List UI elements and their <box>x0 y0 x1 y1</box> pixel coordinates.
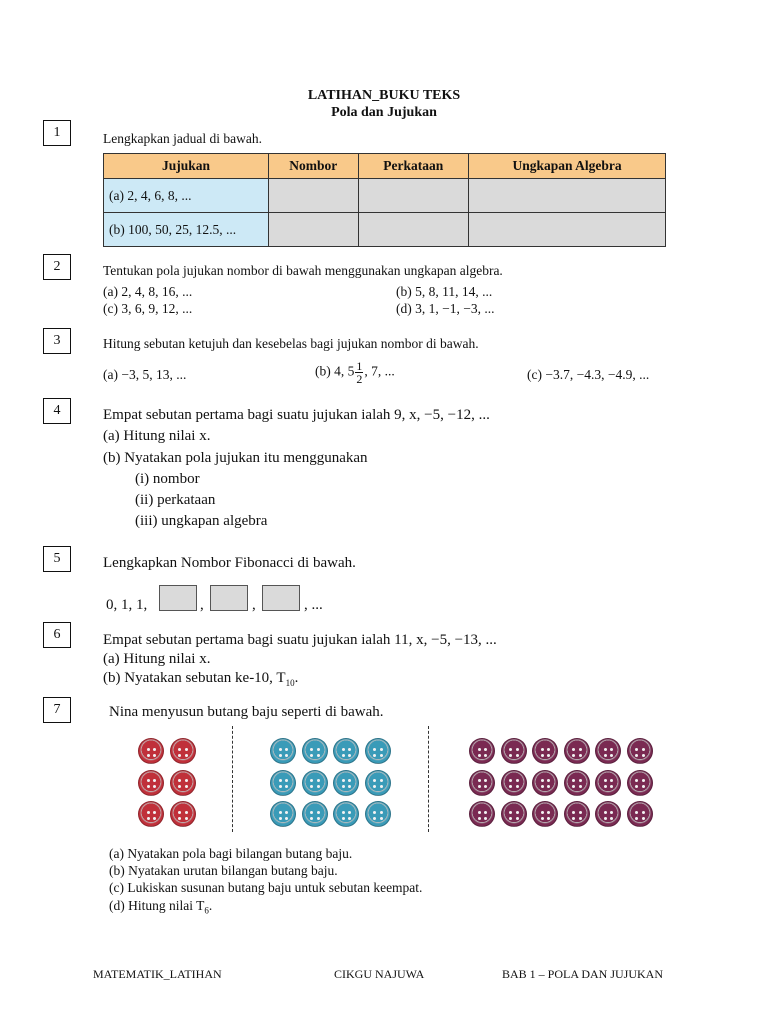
button-hole <box>147 811 150 814</box>
button-hole <box>635 785 638 788</box>
button-hole <box>541 754 544 757</box>
button-hole <box>547 754 550 757</box>
button-hole <box>342 811 345 814</box>
header-perkataan: Perkataan <box>358 154 469 179</box>
shirt-button-icon <box>170 770 196 796</box>
button-hole <box>604 779 607 782</box>
q4-part-b-i: (i) nombor <box>135 471 200 487</box>
button-hole <box>317 785 320 788</box>
header-nombor: Nombor <box>269 154 359 179</box>
button-hole <box>541 779 544 782</box>
q7-text: Nina menyusun butang baju seperti di bawah. <box>109 704 384 720</box>
shirt-button-icon <box>170 801 196 827</box>
button-hole <box>147 817 150 820</box>
button-hole <box>642 748 645 751</box>
button-hole <box>484 748 487 751</box>
button-hole <box>635 754 638 757</box>
table-row <box>104 213 666 247</box>
q4-part-a: (a) Hitung nilai x. <box>103 428 211 444</box>
button-hole <box>541 811 544 814</box>
q6-part-a: (a) Hitung nilai x. <box>103 651 211 667</box>
button-hole <box>317 754 320 757</box>
button-hole <box>547 779 550 782</box>
button-hole <box>478 779 481 782</box>
button-hole <box>279 779 282 782</box>
period: . <box>208 898 213 913</box>
button-hole <box>509 779 512 782</box>
button-hole <box>579 811 582 814</box>
button-hole <box>604 817 607 820</box>
button-hole <box>478 811 481 814</box>
header-jujukan: Jujukan <box>104 154 269 179</box>
shirt-button-icon <box>469 738 495 764</box>
question-number-1: 1 <box>43 120 71 146</box>
button-hole <box>285 779 288 782</box>
button-hole <box>642 817 645 820</box>
button-hole <box>178 817 181 820</box>
button-hole <box>185 817 188 820</box>
shirt-button-icon <box>138 801 164 827</box>
shirt-button-icon <box>564 770 590 796</box>
shirt-button-icon <box>270 770 296 796</box>
button-hole <box>516 748 519 751</box>
question-number-6: 6 <box>43 622 71 648</box>
button-hole <box>185 748 188 751</box>
button-hole <box>509 785 512 788</box>
page-subtitle: Pola dan Jujukan <box>331 105 437 120</box>
dashed-divider <box>428 726 429 832</box>
shirt-button-icon <box>501 770 527 796</box>
button-hole <box>348 811 351 814</box>
fraction-denominator: 2 <box>356 372 363 386</box>
button-hole <box>642 785 645 788</box>
shirt-button-icon <box>627 801 653 827</box>
button-hole <box>541 785 544 788</box>
button-hole <box>610 817 613 820</box>
button-hole <box>610 811 613 814</box>
footer-subject: MATEMATIK_LATIHAN <box>93 967 222 981</box>
q6-text: Empat sebutan pertama bagi suatu jujukan ialah 11, x, −5, −13, ... <box>103 632 497 648</box>
shirt-button-icon <box>138 738 164 764</box>
button-hole <box>516 811 519 814</box>
button-hole <box>317 811 320 814</box>
button-hole <box>516 779 519 782</box>
q3-text: Hitung sebutan ketujuh dan kesebelas bagi jujukan nombor di bawah. <box>103 336 479 351</box>
button-hole <box>478 754 481 757</box>
button-hole <box>310 748 313 751</box>
button-hole <box>380 785 383 788</box>
button-hole <box>604 811 607 814</box>
button-hole <box>147 748 150 751</box>
button-hole <box>380 754 383 757</box>
button-hole <box>279 785 282 788</box>
question-number-7: 7 <box>43 697 71 723</box>
button-hole <box>635 817 638 820</box>
button-hole <box>484 817 487 820</box>
button-hole <box>642 779 645 782</box>
button-hole <box>547 811 550 814</box>
q2-part-a: (a) 2, 4, 8, 16, ... <box>103 284 193 299</box>
button-hole <box>484 811 487 814</box>
comma: , <box>200 597 204 613</box>
shirt-button-icon <box>270 738 296 764</box>
q3-part-b-end: , 7, ... <box>364 363 395 379</box>
comma: , <box>252 597 256 613</box>
button-hole <box>348 817 351 820</box>
button-hole <box>317 779 320 782</box>
button-hole <box>285 785 288 788</box>
button-hole <box>642 754 645 757</box>
button-hole <box>541 817 544 820</box>
q2-part-d: (d) 3, 1, −1, −3, ... <box>396 301 495 316</box>
button-hole <box>153 754 156 757</box>
button-hole <box>373 811 376 814</box>
button-hole <box>279 811 282 814</box>
button-hole <box>178 779 181 782</box>
button-hole <box>285 754 288 757</box>
button-hole <box>610 779 613 782</box>
q3-part-a: (a) −3, 5, 13, ... <box>103 367 187 382</box>
table-header-row <box>104 154 666 179</box>
fraction-numerator: 1 <box>356 359 363 373</box>
button-hole <box>604 785 607 788</box>
button-hole <box>147 785 150 788</box>
button-hole <box>317 748 320 751</box>
button-hole <box>285 748 288 751</box>
button-hole <box>380 811 383 814</box>
q4-part-b: (b) Nyatakan pola jujukan itu menggunakan <box>103 450 368 466</box>
sequence-ellipsis: , ... <box>304 597 323 613</box>
button-hole <box>642 811 645 814</box>
question-number-3: 3 <box>43 328 71 354</box>
button-hole <box>572 811 575 814</box>
button-hole <box>348 779 351 782</box>
button-hole <box>610 785 613 788</box>
shirt-button-icon <box>532 770 558 796</box>
footer-teacher: CIKGU NAJUWA <box>334 967 425 981</box>
shirt-button-icon <box>564 738 590 764</box>
button-hole <box>153 811 156 814</box>
shirt-button-icon <box>365 770 391 796</box>
button-hole <box>604 748 607 751</box>
button-hole <box>547 785 550 788</box>
shirt-button-icon <box>501 801 527 827</box>
button-hole <box>516 754 519 757</box>
button-hole <box>610 748 613 751</box>
button-hole <box>178 785 181 788</box>
q1-table <box>103 153 666 247</box>
q3-part-c: (c) −3.7, −4.3, −4.9, ... <box>527 367 650 382</box>
q2-text: Tentukan pola jujukan nombor di bawah menggunakan ungkapan algebra. <box>103 263 503 278</box>
shirt-button-icon <box>333 770 359 796</box>
button-hole <box>635 748 638 751</box>
button-hole <box>185 785 188 788</box>
button-hole <box>484 779 487 782</box>
shirt-button-icon <box>532 738 558 764</box>
q2-part-b: (b) 5, 8, 11, 14, ... <box>396 284 493 299</box>
button-hole <box>185 779 188 782</box>
table-cell-blank[interactable] <box>469 179 666 213</box>
shirt-button-icon <box>501 738 527 764</box>
q7-part-d-text: (d) Hitung nilai T <box>109 898 205 913</box>
button-hole <box>509 817 512 820</box>
q4-part-b-ii: (ii) perkataan <box>135 492 216 508</box>
page-title: LATIHAN_BUKU TEKS <box>307 88 461 103</box>
button-hole <box>478 748 481 751</box>
table-cell-blank[interactable] <box>469 213 666 247</box>
button-hole <box>572 785 575 788</box>
button-hole <box>279 754 282 757</box>
header-ungkapan-algebra: Ungkapan Algebra <box>469 154 666 179</box>
button-hole <box>310 817 313 820</box>
table-cell-sequence: (a) 2, 4, 6, 8, ... <box>104 179 269 213</box>
button-hole <box>310 811 313 814</box>
button-hole <box>478 817 481 820</box>
button-hole <box>541 748 544 751</box>
shirt-button-icon <box>302 738 328 764</box>
period: . <box>294 670 299 686</box>
q4-part-b-iii: (iii) ungkapan algebra <box>135 513 268 529</box>
button-hole <box>373 817 376 820</box>
button-hole <box>509 748 512 751</box>
table-cell-blank[interactable] <box>358 179 469 213</box>
button-hole <box>279 817 282 820</box>
table-cell-blank[interactable] <box>269 179 359 213</box>
button-hole <box>380 817 383 820</box>
q7-part-a: (a) Nyatakan pola bagi bilangan butang baju. <box>109 846 353 861</box>
shirt-button-icon <box>333 738 359 764</box>
shirt-button-icon <box>302 770 328 796</box>
button-hole <box>147 754 150 757</box>
button-hole <box>178 811 181 814</box>
button-hole <box>516 785 519 788</box>
button-hole <box>285 811 288 814</box>
table-cell-blank[interactable] <box>269 213 359 247</box>
shirt-button-icon <box>333 801 359 827</box>
button-hole <box>509 754 512 757</box>
q7-part-b: (b) Nyatakan urutan bilangan butang baju. <box>109 863 338 878</box>
button-hole <box>178 748 181 751</box>
q5-text: Lengkapkan Nombor Fibonacci di bawah. <box>103 555 356 571</box>
button-hole <box>579 748 582 751</box>
shirt-button-icon <box>564 801 590 827</box>
q1-text: Lengkapkan jadual di bawah. <box>103 131 262 146</box>
button-hole <box>310 779 313 782</box>
button-hole <box>285 817 288 820</box>
button-hole <box>380 748 383 751</box>
q3-part-b <box>315 360 395 385</box>
subscript: 6 <box>204 905 209 916</box>
button-hole <box>348 785 351 788</box>
button-hole <box>153 817 156 820</box>
button-hole <box>572 817 575 820</box>
button-hole <box>373 748 376 751</box>
button-hole <box>373 779 376 782</box>
button-hole <box>478 785 481 788</box>
q2-part-c: (c) 3, 6, 9, 12, ... <box>103 301 193 316</box>
shirt-button-icon <box>365 738 391 764</box>
q7-part-d <box>109 898 212 916</box>
shirt-button-icon <box>270 801 296 827</box>
shirt-button-icon <box>469 770 495 796</box>
button-hole <box>380 779 383 782</box>
footer-chapter: BAB 1 – POLA DAN JUJUKAN <box>502 967 664 981</box>
fibonacci-blank-3[interactable] <box>262 585 300 611</box>
button-hole <box>516 817 519 820</box>
button-hole <box>579 754 582 757</box>
question-number-4: 4 <box>43 398 71 424</box>
fraction <box>355 360 363 385</box>
fibonacci-blank-2[interactable] <box>210 585 248 611</box>
button-hole <box>635 779 638 782</box>
button-hole <box>153 748 156 751</box>
shirt-button-icon <box>365 801 391 827</box>
button-hole <box>342 785 345 788</box>
shirt-button-icon <box>469 801 495 827</box>
shirt-button-icon <box>302 801 328 827</box>
button-hole <box>153 785 156 788</box>
table-cell-blank[interactable] <box>358 213 469 247</box>
button-hole <box>373 785 376 788</box>
q6-part-b <box>103 670 298 688</box>
table-row <box>104 179 666 213</box>
shirt-button-icon <box>595 770 621 796</box>
table-cell-sequence: (b) 100, 50, 25, 12.5, ... <box>104 213 269 247</box>
button-hole <box>153 779 156 782</box>
button-hole <box>342 817 345 820</box>
button-hole <box>484 785 487 788</box>
q4-text: Empat sebutan pertama bagi suatu jujukan ialah 9, x, −5, −12, ... <box>103 407 490 423</box>
button-hole <box>604 754 607 757</box>
q7-part-c: (c) Lukiskan susunan butang baju untuk sebutan keempat. <box>109 880 423 895</box>
button-hole <box>610 754 613 757</box>
button-hole <box>342 779 345 782</box>
button-hole <box>310 785 313 788</box>
question-number-5: 5 <box>43 546 71 572</box>
button-hole <box>348 754 351 757</box>
dashed-divider <box>232 726 233 832</box>
button-hole <box>317 817 320 820</box>
shirt-button-icon <box>627 738 653 764</box>
shirt-button-icon <box>595 801 621 827</box>
button-hole <box>547 748 550 751</box>
shirt-button-icon <box>170 738 196 764</box>
q6-part-b-text: (b) Nyatakan sebutan ke-10, T <box>103 670 286 686</box>
button-hole <box>178 754 181 757</box>
shirt-button-icon <box>627 770 653 796</box>
button-hole <box>185 811 188 814</box>
subscript: 10 <box>285 678 295 688</box>
button-hole <box>342 754 345 757</box>
button-hole <box>509 811 512 814</box>
button-hole <box>572 754 575 757</box>
button-hole <box>484 754 487 757</box>
q3-part-b-start: (b) 4, 5 <box>315 363 355 379</box>
button-hole <box>579 817 582 820</box>
button-hole <box>279 748 282 751</box>
button-hole <box>572 779 575 782</box>
fibonacci-blank-1[interactable] <box>159 585 197 611</box>
fibonacci-sequence: 0, 1, 1, <box>106 597 148 613</box>
shirt-button-icon <box>595 738 621 764</box>
button-hole <box>547 817 550 820</box>
button-hole <box>147 779 150 782</box>
button-hole <box>310 754 313 757</box>
button-hole <box>635 811 638 814</box>
button-hole <box>572 748 575 751</box>
button-hole <box>185 754 188 757</box>
button-hole <box>579 779 582 782</box>
shirt-button-icon <box>138 770 164 796</box>
button-hole <box>342 748 345 751</box>
shirt-button-icon <box>532 801 558 827</box>
button-hole <box>373 754 376 757</box>
button-hole <box>579 785 582 788</box>
button-hole <box>348 748 351 751</box>
question-number-2: 2 <box>43 254 71 280</box>
